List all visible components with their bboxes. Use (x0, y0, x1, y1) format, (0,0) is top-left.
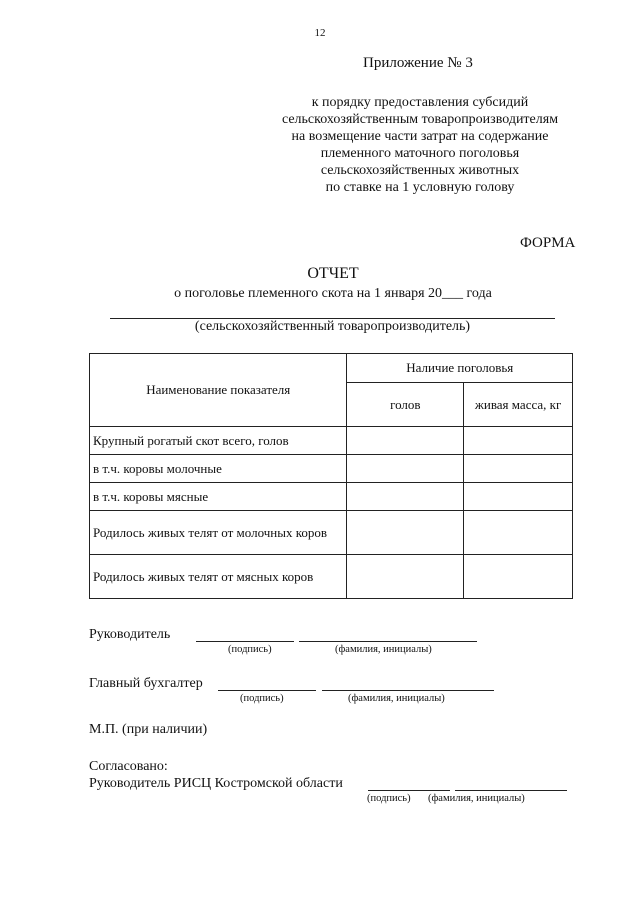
livestock-table (89, 353, 573, 599)
cell-heads (347, 511, 464, 555)
subtitle-line: сельскохозяйственных животных (320, 163, 520, 178)
accountant-signature-line (218, 690, 316, 691)
row-label: Родилось живых телят от мясных коров (90, 555, 347, 599)
appendix-subtitle (250, 94, 590, 196)
risc-name-hint: (фамилия, инициалы) (428, 793, 525, 804)
subtitle-line: на возмещение части затрат на содержание (291, 129, 549, 144)
appendix-title: Приложение № 3 (363, 55, 473, 71)
form-label: ФОРМА (520, 235, 576, 251)
cell-weight (464, 555, 573, 599)
report-subtitle: о поголовье племенного скота на 1 января 20___ года (174, 286, 492, 301)
row-label: Родилось живых телят от молочных коров (90, 511, 347, 555)
cell-weight (464, 511, 573, 555)
cell-weight (464, 427, 573, 455)
risc-name-line (455, 790, 567, 791)
row-label: в т.ч. коровы мясные (90, 483, 347, 511)
accountant-label: Главный бухгалтер (89, 676, 203, 691)
risc-signature-hint: (подпись) (367, 793, 411, 804)
header-live-weight: живая масса, кг (464, 383, 573, 427)
header-heads: голов (347, 383, 464, 427)
subtitle-line: сельскохозяйственным товаропроизводителям (281, 112, 559, 127)
cell-heads (347, 455, 464, 483)
header-livestock-group: Наличие поголовья (347, 354, 573, 383)
cell-heads (347, 483, 464, 511)
stamp-note: М.П. (при наличии) (89, 722, 208, 737)
accountant-signature-hint: (подпись) (240, 693, 284, 704)
cell-weight (464, 483, 573, 511)
row-label: в т.ч. коровы молочные (90, 455, 347, 483)
director-signature-hint: (подпись) (228, 644, 272, 655)
cell-heads (347, 427, 464, 455)
subtitle-line: по ставке на 1 условную голову (325, 180, 515, 195)
row-label: Крупный рогатый скот всего, голов (90, 427, 347, 455)
table-row (90, 511, 573, 555)
agreed-label: Согласовано: (89, 759, 168, 774)
table-row (90, 483, 573, 511)
accountant-name-hint: (фамилия, инициалы) (348, 693, 445, 704)
risc-signature-line (368, 790, 450, 791)
report-title: ОТЧЕТ (307, 265, 359, 282)
page-number: 12 (314, 27, 326, 39)
header-indicator: Наименование показателя (90, 354, 347, 427)
director-name-hint: (фамилия, инициалы) (335, 644, 432, 655)
producer-caption: (сельскохозяйственный товаропроизводитель) (194, 319, 471, 334)
subtitle-line: к порядку предоставления субсидий (311, 95, 529, 110)
table-row (90, 555, 573, 599)
accountant-name-line (322, 690, 494, 691)
table-row (90, 427, 573, 455)
director-label: Руководитель (89, 627, 171, 642)
director-signature-line (196, 641, 294, 642)
director-name-line (299, 641, 477, 642)
table-row (90, 455, 573, 483)
subtitle-line: племенного маточного поголовья (320, 146, 520, 161)
cell-heads (347, 555, 464, 599)
risc-director-label: Руководитель РИСЦ Костромской области (89, 776, 343, 791)
cell-weight (464, 455, 573, 483)
